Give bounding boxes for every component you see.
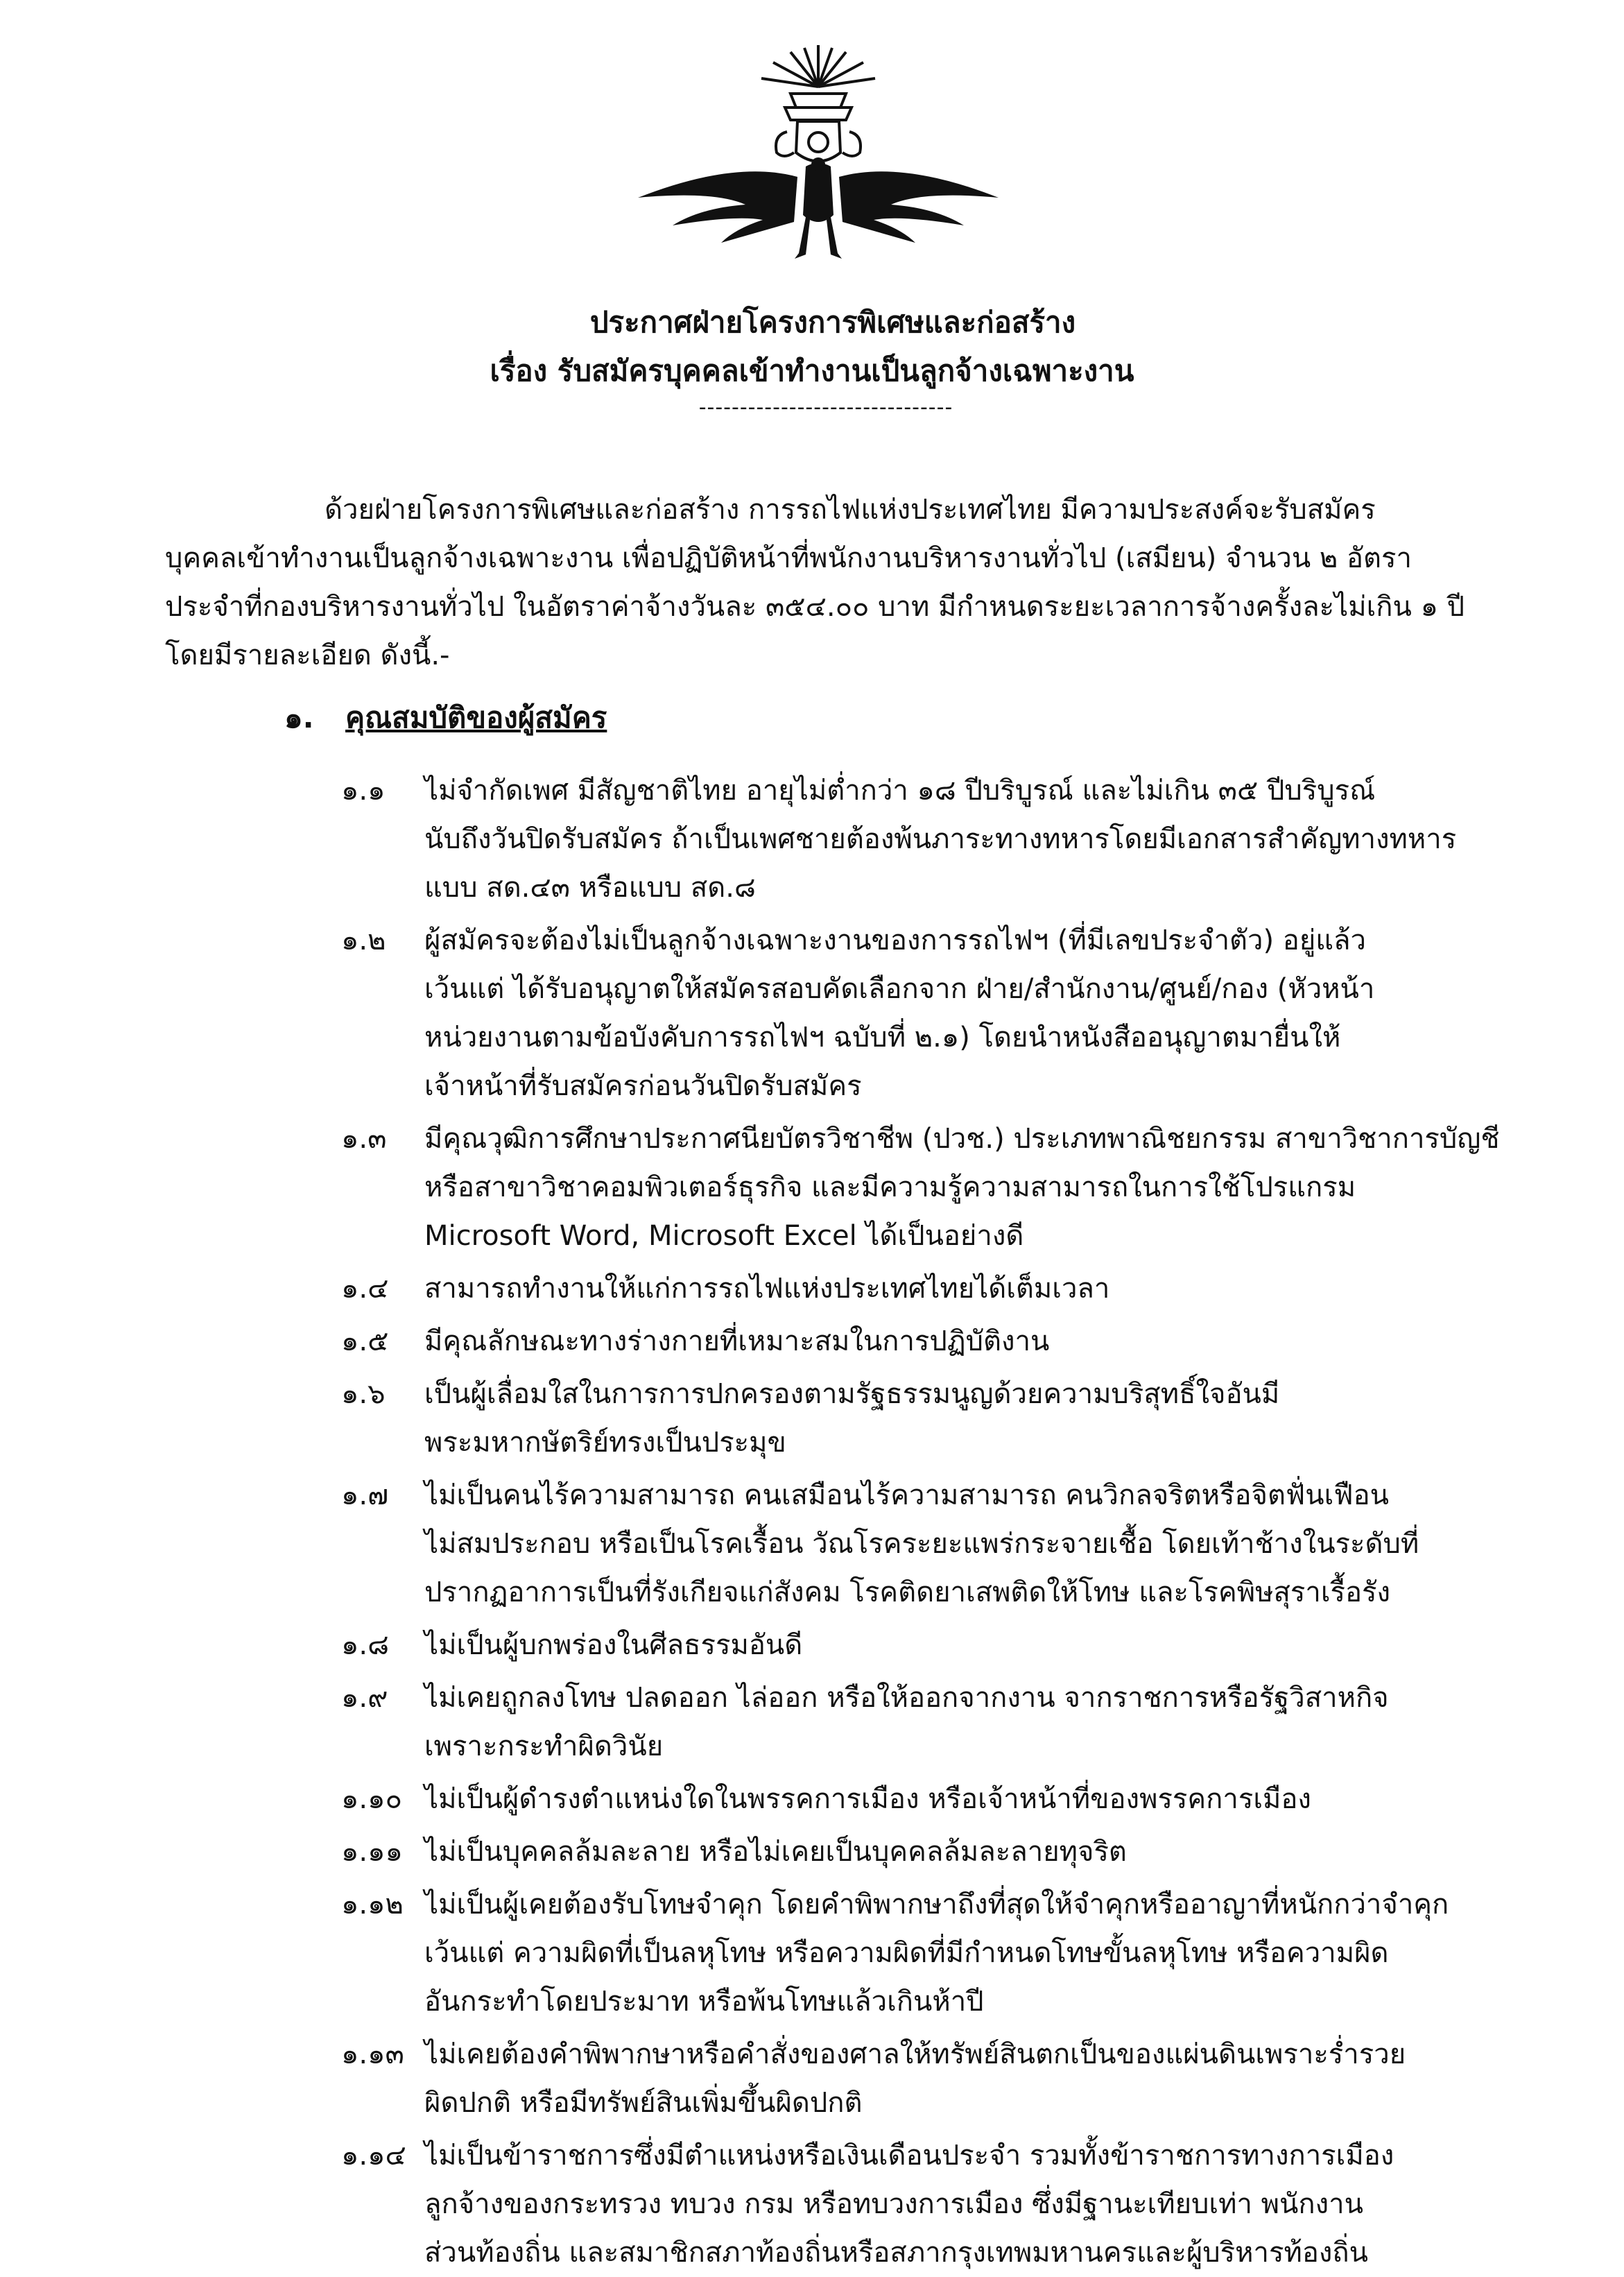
qualification-item [341,1115,1500,1260]
qualification-item-text [424,1317,1478,1366]
qualification-item [341,1370,1478,1467]
qualification-item-number: ๑.๑๔ [341,2140,406,2172]
qualification-list [341,766,1500,2277]
intro-line: บุคคลเข้าทำงานเป็นลูกจ้างเฉพาะงาน เพื่อปฏิบัติหน้าที่พนักงานบริหารงานทั่วไป (เสมียน) จำนวน ๒ อัตรา [165,542,1412,574]
qualification-item-text [424,1115,1500,1260]
section-heading [284,694,607,742]
qualification-item-line: ไม่เคยต้องคำพิพากษาหรือคำสั่งของศาลให้ทรัพย์สินตกเป็นของแผ่นดินเพราะร่ำรวย [424,2038,1406,2070]
qualification-item [341,1317,1478,1366]
intro-line: ด้วยฝ่ายโครงการพิเศษและก่อสร้าง การรถไฟแห่งประเทศไทย มีความประสงค์จะรับสมัคร [325,494,1376,526]
intro-line: โดยมีรายละเอียด ดังนี้.- [165,639,450,671]
qualification-item-line: ไม่เป็นคนไร้ความสามารถ คนเสมือนไร้ความสามารถ คนวิกลจริตหรือจิตฟั่นเฟือน [424,1479,1389,1511]
qualification-item-line: ไม่เป็นผู้ดำรงตำแหน่งใดในพรรคการเมือง หรือเจ้าหน้าที่ของพรรคการเมือง [424,1783,1311,1815]
qualification-item-text [424,1828,1478,1876]
qualification-item-number: ๑.๒ [341,925,386,956]
qualification-item-line: เว้นแต่ ได้รับอนุญาตให้สมัครสอบคัดเลือกจาก ฝ่าย/สำนักงาน/ศูนย์/กอง (หัวหน้า [424,973,1375,1005]
qualification-item-number: ๑.๓ [341,1123,387,1155]
qualification-item-line: หน่วยงานตามข้อบังคับการรถไฟฯ ฉบับที่ ๒.๑) โดยนำหนังสืออนุญาตมายื่นให้ [424,1022,1341,1054]
qualification-item-text [424,2131,1478,2277]
qualification-item-line: ไม่เป็นข้าราชการซึ่งมีตำแหน่งหรือเงินเดือนประจำ รวมทั้งข้าราชการทางการเมือง [424,2140,1394,2172]
qualification-item-number: ๑.๑๑ [341,1836,403,1868]
qualification-item-text [424,2030,1478,2127]
qualification-item-number: ๑.๖ [341,1378,386,1410]
qualification-item-line: ไม่จำกัดเพศ มีสัญชาติไทย อายุไม่ต่ำกว่า ๑๘ ปีบริบูรณ์ และไม่เกิน ๓๕ ปีบริบูรณ์ [424,775,1376,807]
qualification-item-line: ไม่สมประกอบ หรือเป็นโรคเรื้อน วัณโรคระยะแพร่กระจายเชื้อ โดยเท้าช้างในระดับที่ [424,1528,1419,1560]
qualification-item-line: นับถึงวันปิดรับสมัคร ถ้าเป็นเพศชายต้องพ้นภาระทางทหารโดยมีเอกสารสำคัญทางทหาร [424,823,1457,855]
qualification-item-text [424,1674,1478,1771]
qualification-item-line: เพราะกระทำผิดวินัย [424,1730,664,1762]
announcement-title-block [0,298,1624,420]
intro-line: ประจำที่กองบริหารงานทั่วไป ในอัตราค่าจ้างวันละ ๓๕๔.๐๐ บาท มีกำหนดระยะเวลาการจ้างครั้งละไม่เกิน ๑ ปี [165,591,1465,623]
qualification-item-line: ผิดปกติ หรือมีทรัพย์สินเพิ่มขึ้นผิดปกติ [424,2087,863,2119]
qualification-item-line: หรือสาขาวิชาคอมพิวเตอร์ธุรกิจ และมีความรู้ความสามารถในการใช้โปรแกรม [424,1171,1356,1203]
qualification-item-text [424,1370,1478,1467]
qualification-item-text [424,1471,1478,1617]
intro-paragraph [165,486,1469,680]
qualification-item [341,1775,1478,1823]
qualification-item-line: พระมหากษัตริย์ทรงเป็นประมุข [424,1427,786,1459]
qualification-item-number: ๑.๘ [341,1629,389,1661]
qualification-item-number: ๑.๑๒ [341,1889,404,1921]
qualification-item-line: แบบ สด.๔๓ หรือแบบ สด.๘ [424,872,756,904]
state-railway-emblem-icon [624,38,1012,267]
qualification-item-line: ไม่เป็นบุคคลล้มละลาย หรือไม่เคยเป็นบุคคลล้มละลายทุจริต [424,1836,1127,1868]
qualification-item-line: Microsoft Word, Microsoft Excel ได้เป็นอย่างดี [424,1220,1024,1252]
qualification-item [341,916,1478,1110]
qualification-item-line: ไม่เคยถูกลงโทษ ปลดออก ไล่ออก หรือให้ออกจากงาน จากราชการหรือรัฐวิสาหกิจ [424,1682,1389,1714]
qualification-item-line: อันกระทำโดยประมาท หรือพ้นโทษแล้วเกินห้าปี [424,1986,984,2018]
qualification-item-line: ลูกจ้างของกระทรวง ทบวง กรม หรือทบวงการเมือง ซึ่งมีฐานะเทียบเท่า พนักงาน [424,2188,1363,2220]
qualification-item [341,766,1478,912]
qualification-item-number: ๑.๑๐ [341,1783,402,1815]
announcement-title: ประกาศฝ่ายโครงการพิเศษและก่อสร้าง [589,305,1076,339]
announcement-subject: เรื่อง รับสมัครบุคคลเข้าทำงานเป็นลูกจ้างเฉพาะงาน [490,354,1134,388]
qualification-item-number: ๑.๗ [341,1479,389,1511]
qualification-item-line: มีคุณลักษณะทางร่างกายที่เหมาะสมในการปฏิบัติงาน [424,1325,1050,1357]
qualification-item [341,1828,1478,1876]
qualification-item [341,2030,1478,2127]
qualification-item-text [424,1775,1478,1823]
section-heading-text: คุณสมบัติของผู้สมัคร [345,701,607,734]
qualification-item-text [424,1264,1478,1313]
qualification-item-number: ๑.๕ [341,1325,389,1357]
qualification-item-line: ผู้สมัครจะต้องไม่เป็นลูกจ้างเฉพาะงานของการรถไฟฯ (ที่มีเลขประจำตัว) อยู่แล้ว [424,925,1367,956]
qualification-item-line: สามารถทำงานให้แก่การรถไฟแห่งประเทศไทยได้เต็มเวลา [424,1273,1110,1305]
qualification-item-text [424,1621,1478,1669]
qualification-item [341,1621,1478,1669]
qualification-item-text [424,1880,1478,2026]
qualification-item-line: เจ้าหน้าที่รับสมัครก่อนวันปิดรับสมัคร [424,1070,862,1102]
qualification-item-line: ไม่เป็นผู้เคยต้องรับโทษจำคุก โดยคำพิพากษาถึงที่สุดให้จำคุกหรืออาญาที่หนักกว่าจำคุก [424,1889,1449,1921]
qualification-item-line: ไม่เป็นผู้บกพร่องในศีลธรรมอันดี [424,1629,803,1661]
qualification-item-text [424,766,1478,912]
qualification-item-line: มีคุณวุฒิการศึกษาประกาศนียบัตรวิชาชีพ (ปวช.) ประเภทพาณิชยกรรม สาขาวิชาการบัญชี [424,1123,1500,1155]
title-divider: ------------------------------- [698,395,953,420]
qualification-item-number: ๑.๑ [341,775,386,807]
qualification-item-line: ส่วนท้องถิ่น และสมาชิกสภาท้องถิ่นหรือสภากรุงเทพมหานครและผู้บริหารท้องถิ่น [424,2237,1368,2269]
qualification-item [341,1880,1478,2026]
qualification-item-line: เว้นแต่ ความผิดที่เป็นลหุโทษ หรือความผิดที่มีกำหนดโทษขั้นลหุโทษ หรือความผิด [424,1937,1389,1969]
qualification-item-line: ปรากฏอาการเป็นที่รังเกียจแก่สังคม โรคติดยาเสพติดให้โทษ และโรคพิษสุราเรื้อรัง [424,1576,1391,1608]
qualification-item [341,1674,1478,1771]
qualification-item-number: ๑.๙ [341,1682,388,1714]
qualification-item [341,1471,1478,1617]
qualification-item-number: ๑.๔ [341,1273,389,1305]
qualification-item-number: ๑.๑๓ [341,2038,404,2070]
qualification-item [341,2131,1478,2277]
qualification-item-text [424,916,1478,1110]
qualification-item [341,1264,1478,1313]
section-number: ๑. [284,701,314,734]
qualification-item-line: เป็นผู้เลื่อมใสในการการปกครองตามรัฐธรรมนูญด้วยความบริสุทธิ์ใจอันมี [424,1378,1280,1410]
